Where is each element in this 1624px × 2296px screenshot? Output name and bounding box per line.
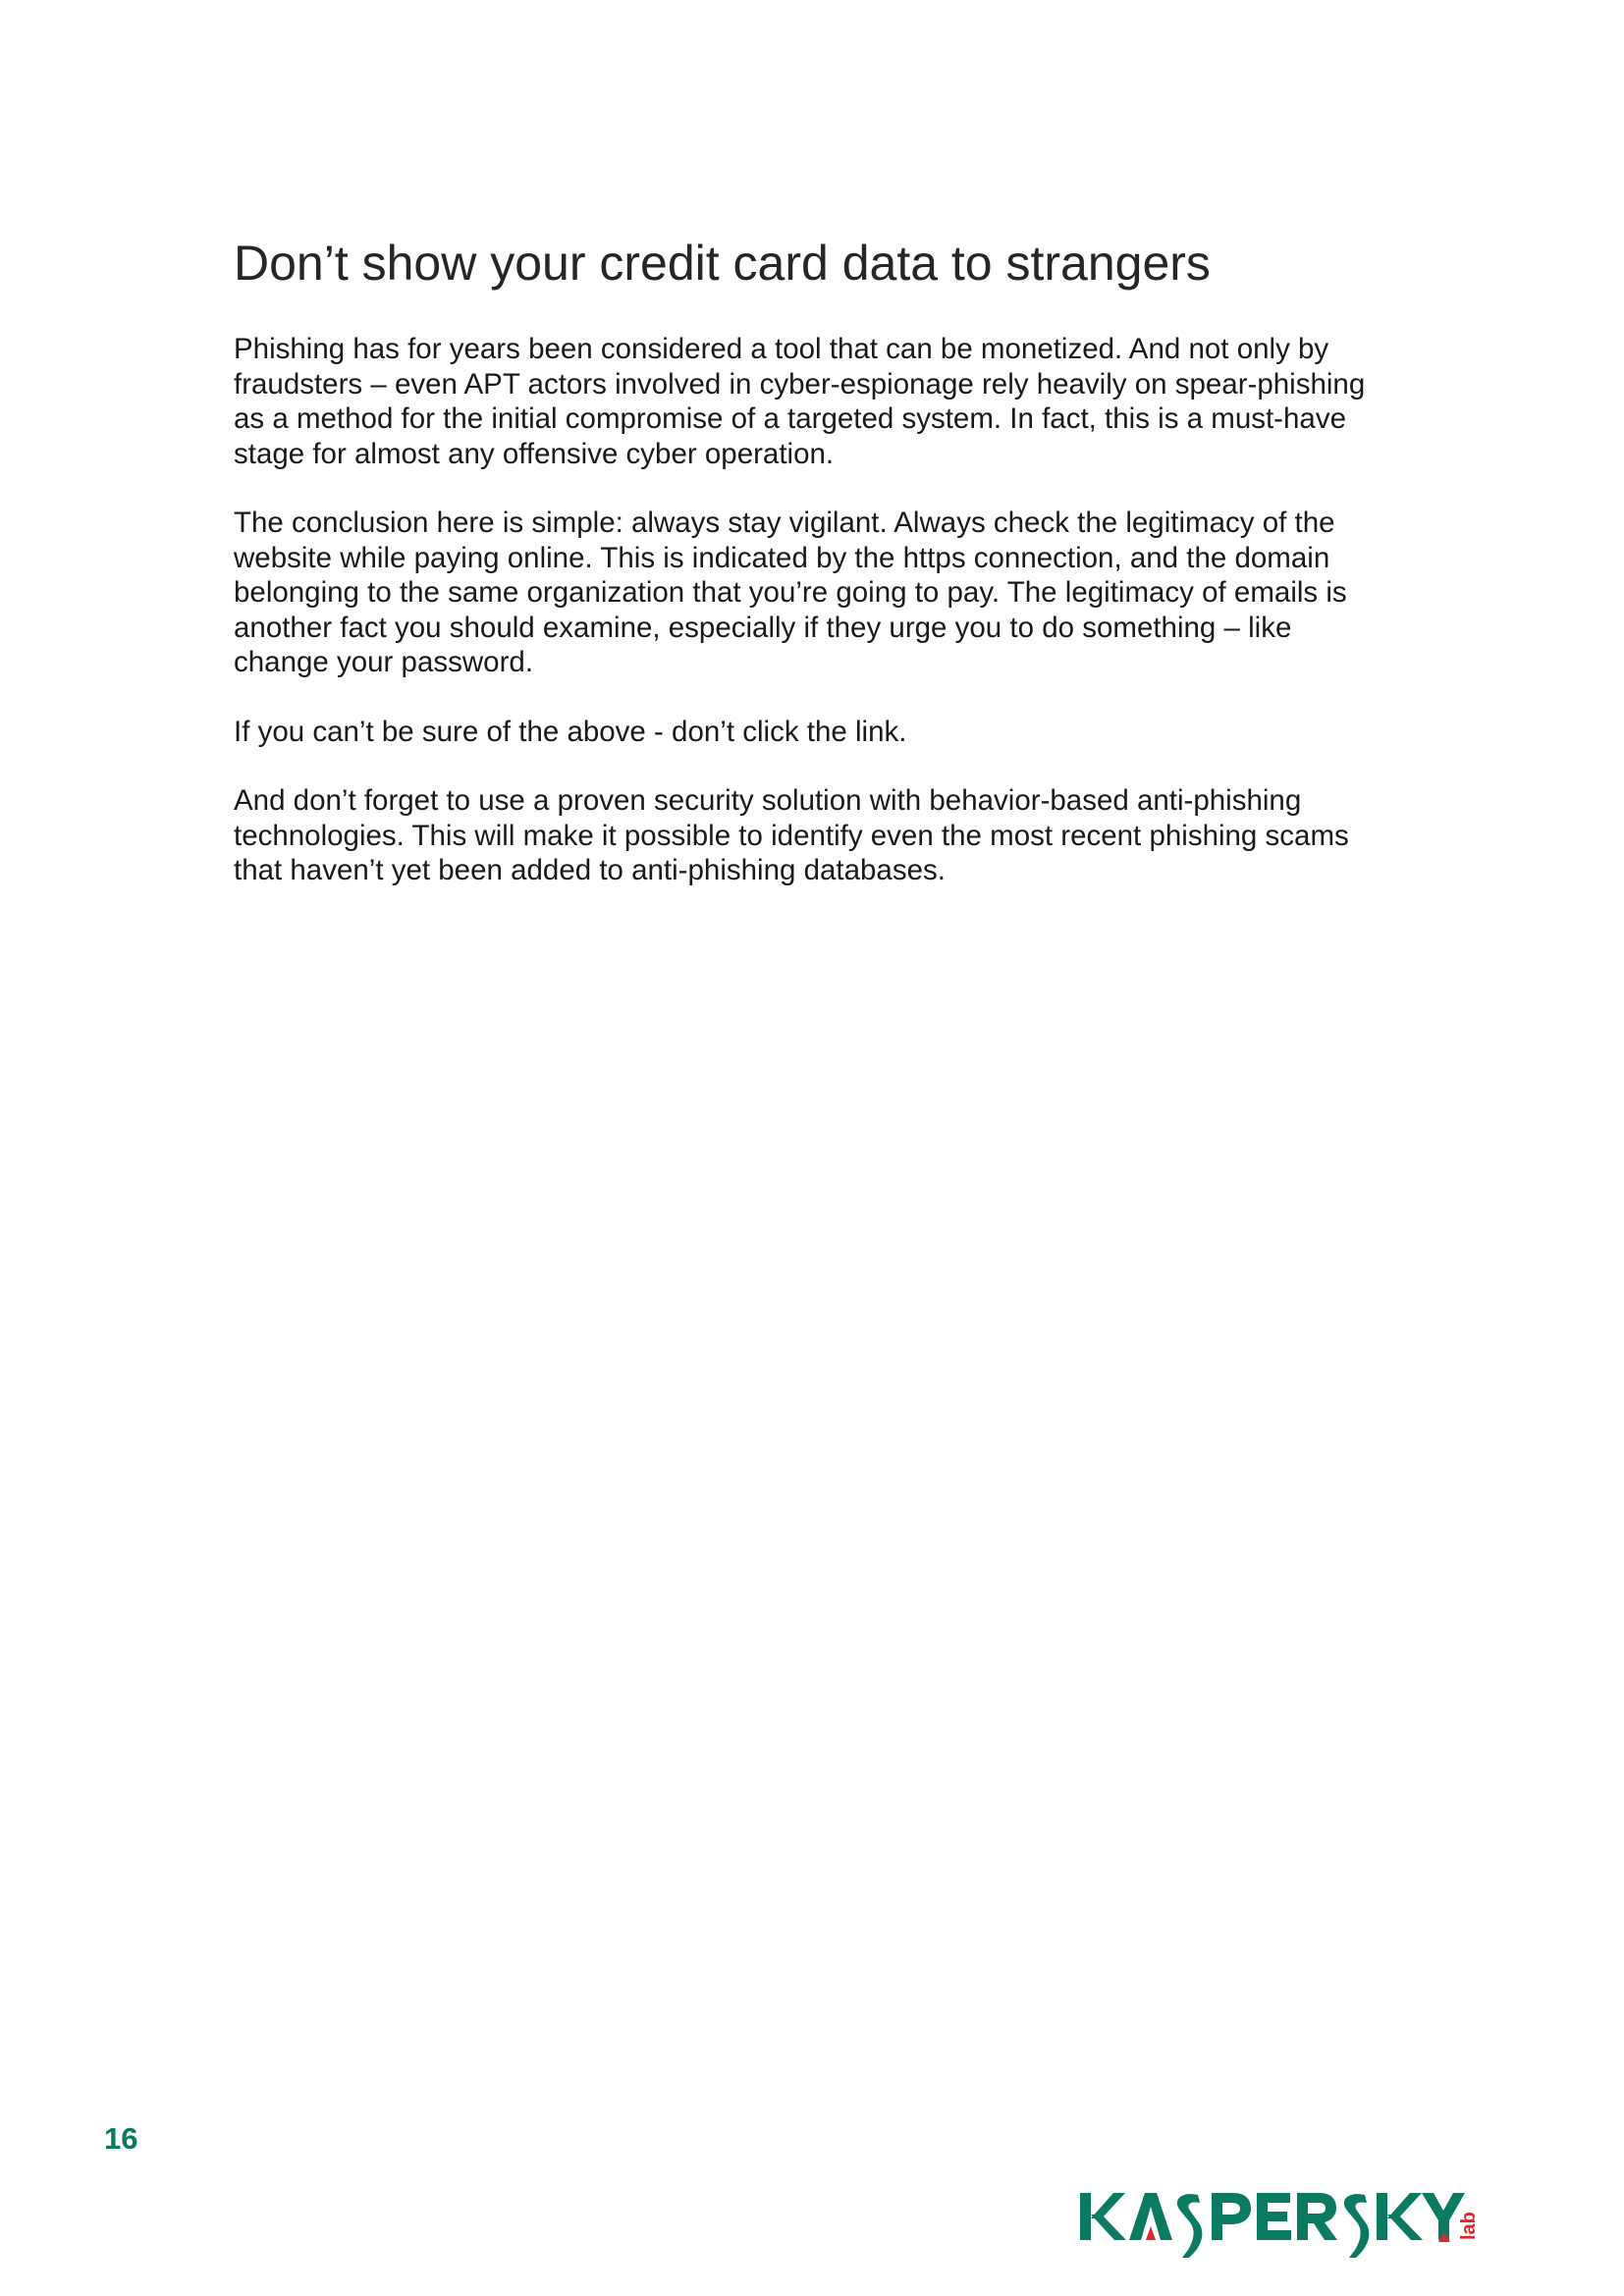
page-title: Don’t show your credit card data to strangers <box>234 236 1211 291</box>
paragraph-line: And don’t forget to use a proven security solution with behavior-based anti-phishing <box>234 784 1302 817</box>
paragraph-3 <box>234 715 1441 750</box>
page-number: 16 <box>104 2121 138 2156</box>
paragraph-line: If you can’t be sure of the above - don’t click the link. <box>234 715 907 748</box>
paragraph-line: that haven’t yet been added to anti-phishing databases. <box>234 854 946 886</box>
paragraph-line: Phishing has for years been considered a tool that can be monetized. And not only by <box>234 333 1329 365</box>
paragraph-1 <box>234 332 1441 471</box>
page-content <box>234 232 1441 923</box>
paragraph-line: change your password. <box>234 646 534 678</box>
paragraph-line: as a method for the initial compromise of a targeted system. In fact, this is a must-have <box>234 402 1346 435</box>
svg-text:lab: lab <box>1458 2212 1480 2240</box>
paragraph-2 <box>234 506 1441 680</box>
paragraph-line: The conclusion here is simple: always stay vigilant. Always check the legitimacy of the <box>234 507 1335 539</box>
kaspersky-lab-logo-icon <box>1078 2181 1481 2260</box>
paragraph-line: belonging to the same organization that you’re going to pay. The legitimacy of emails is <box>234 576 1347 609</box>
paragraph-line: fraudsters – even APT actors involved in cyber-espionage rely heavily on spear-phishing <box>234 367 1366 400</box>
paragraph-4 <box>234 783 1441 888</box>
paragraph-line: stage for almost any offensive cyber operation. <box>234 437 835 470</box>
paragraph-line: website while paying online. This is indicated by the https connection, and the domain <box>234 541 1330 574</box>
paragraph-line: technologies. This will make it possible to identify even the most recent phishing scams <box>234 819 1349 852</box>
paragraph-line: another fact you should examine, especially if they urge you to do something – like <box>234 611 1292 644</box>
